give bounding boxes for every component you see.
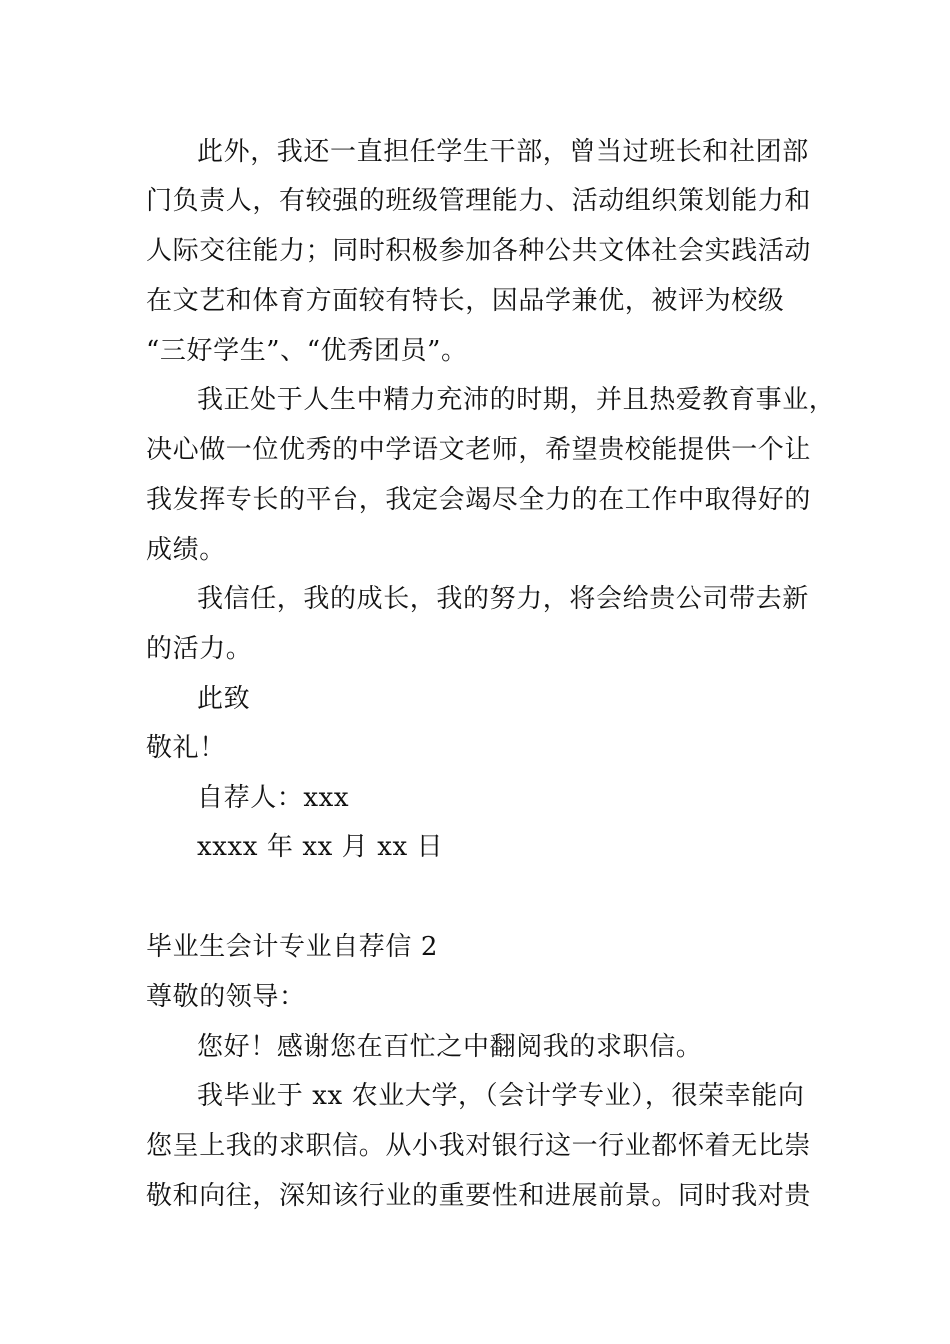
- paragraph-line: 门负责人，有较强的班级管理能力、活动组织策划能力和: [146, 186, 812, 216]
- paragraph-line: 您好！感谢您在百忙之中翻阅我的求职信。: [197, 1032, 703, 1062]
- paragraph-line: 成绩。: [146, 535, 226, 565]
- salutation-line: 敬礼！: [146, 733, 226, 763]
- paragraph-line: 敬和向往，深知该行业的重要性和进展前景。同时我对贵: [146, 1181, 812, 1211]
- paragraph-line: 我信任，我的成长，我的努力，将会给贵公司带去新: [197, 584, 809, 614]
- paragraph-line: 我毕业于 xx 农业大学，（会计学专业），很荣幸能向: [197, 1081, 805, 1111]
- paragraph-line: 我正处于人生中精力充沛的时期，并且热爱教育事业，: [197, 385, 836, 415]
- greeting-line: 尊敬的领导：: [146, 982, 306, 1012]
- closing-line: 此致: [197, 684, 251, 714]
- paragraph-line: 您呈上我的求职信。从小我对银行这一行业都怀着无比崇: [146, 1131, 812, 1161]
- paragraph-line: 此外，我还一直担任学生干部，曾当过班长和社团部: [197, 137, 809, 167]
- paragraph-line: 的活力。: [146, 634, 253, 664]
- signature-line: 自荐人：xxx: [197, 783, 350, 813]
- paragraph-line: 我发挥专长的平台，我定会竭尽全力的在工作中取得好的: [146, 485, 812, 515]
- section-title: 毕业生会计专业自荐信 2: [146, 932, 439, 962]
- date-line: xxxx 年 xx 月 xx 日: [197, 832, 444, 862]
- paragraph-line: 人际交往能力；同时积极参加各种公共文体社会实践活动: [146, 236, 812, 266]
- paragraph-line: 在文艺和体育方面较有特长，因品学兼优，被评为校级: [146, 286, 785, 316]
- paragraph-line: 决心做一位优秀的中学语文老师，希望贵校能提供一个让: [146, 435, 812, 465]
- paragraph-line: “三好学生”、“优秀团员”。: [146, 336, 468, 366]
